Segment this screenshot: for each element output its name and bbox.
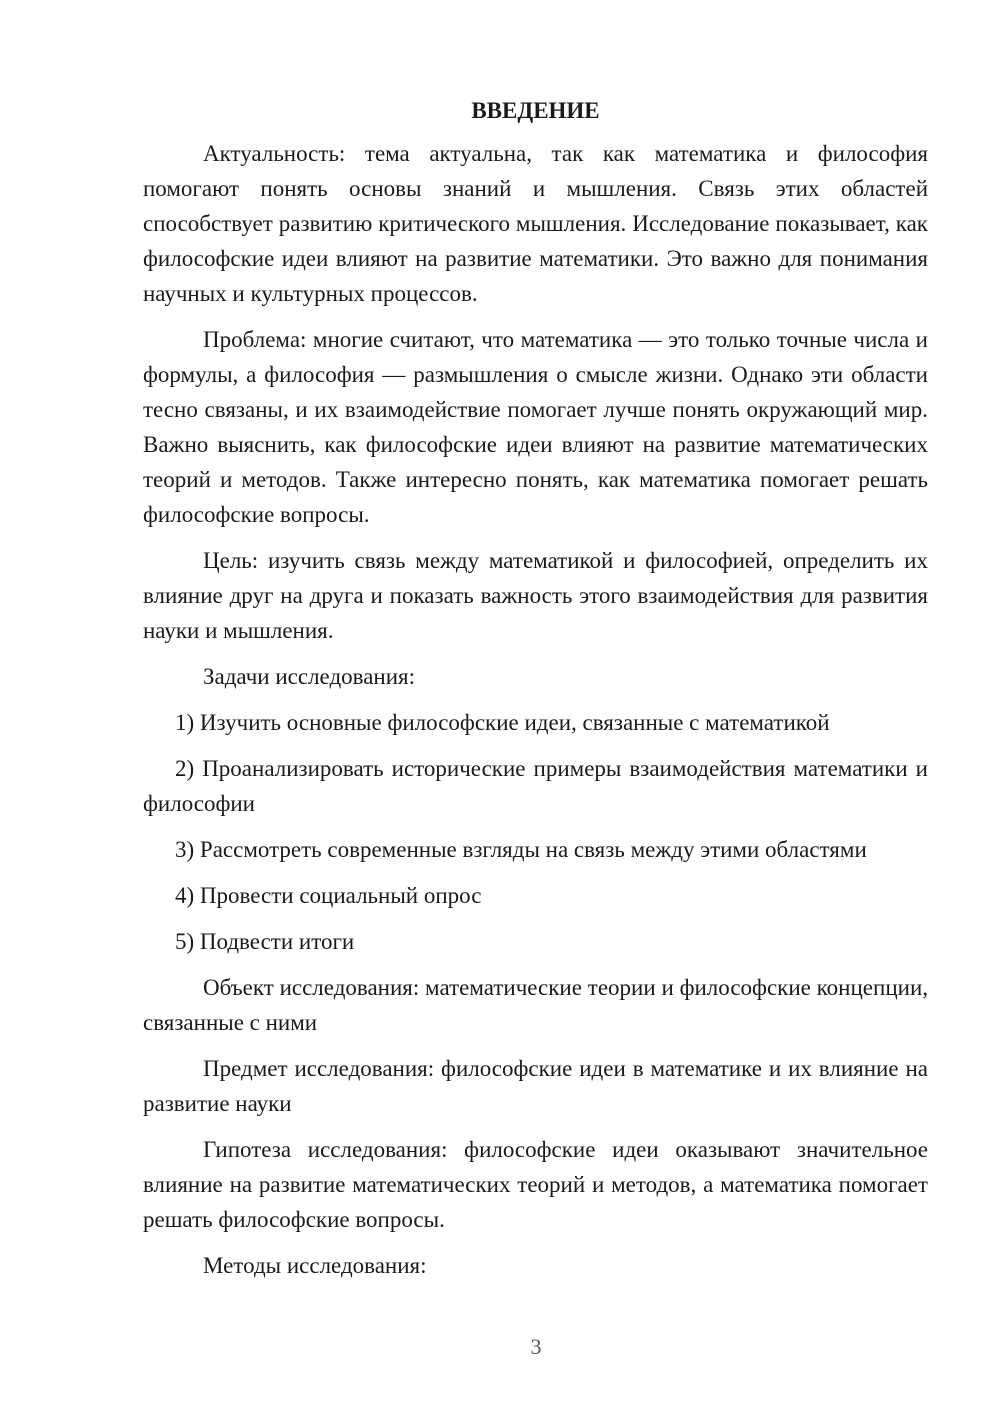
- task-item: 1) Изучить основные философские идеи, связанные с математикой: [175, 710, 830, 735]
- paragraph-problem: Проблема: многие считают, что математика — это только точные числа и формулы, а философия — размышления о смысле жизни. Однако эти области тесно связаны, и их взаимодействие помогает лучше понять окружающий мир. Важно выяснить, как философские идеи влияют на развитие математических теорий и методов. Также интересно понять, как математика помогает решать философские вопросы.: [143, 327, 928, 527]
- task-item: 5) Подвести итоги: [175, 929, 355, 954]
- paragraph-subject: Предмет исследования: философские идеи в математике и их влияние на развитие науки: [143, 1056, 928, 1116]
- page-title: ВВЕДЕНИЕ: [471, 98, 600, 123]
- paragraph-object: Объект исследования: математические теории и философские концепции, связанные с ними: [143, 975, 928, 1035]
- task-item: 2) Проанализировать исторические примеры взаимодействия математики и философии: [143, 756, 928, 816]
- page-number: 3: [530, 1334, 542, 1359]
- paragraph-goal: Цель: изучить связь между математикой и философией, определить их влияние друг на друга и показать важность этого взаимодействия для развития науки и мышления.: [143, 548, 928, 643]
- task-item: 4) Провести социальный опрос: [175, 883, 482, 908]
- task-item: 3) Рассмотреть современные взгляды на связь между этими областями: [175, 837, 867, 862]
- methods-label: Методы исследования:: [203, 1253, 427, 1278]
- paragraph-relevance: Актуальность: тема актуальна, так как математика и философия помогают понять основы знаний и мышления. Связь этих областей способствует развитию критического мышления. Исследование показывает, как философские идеи влияют на развитие математики. Это важно для понимания научных и культурных процессов.: [143, 141, 928, 306]
- tasks-label: Задачи исследования:: [203, 664, 416, 689]
- paragraph-hypothesis: Гипотеза исследования: философские идеи оказывают значительное влияние на развитие математических теорий и методов, а математика помогает решать философские вопросы.: [143, 1137, 928, 1232]
- page-body: [143, 96, 928, 1294]
